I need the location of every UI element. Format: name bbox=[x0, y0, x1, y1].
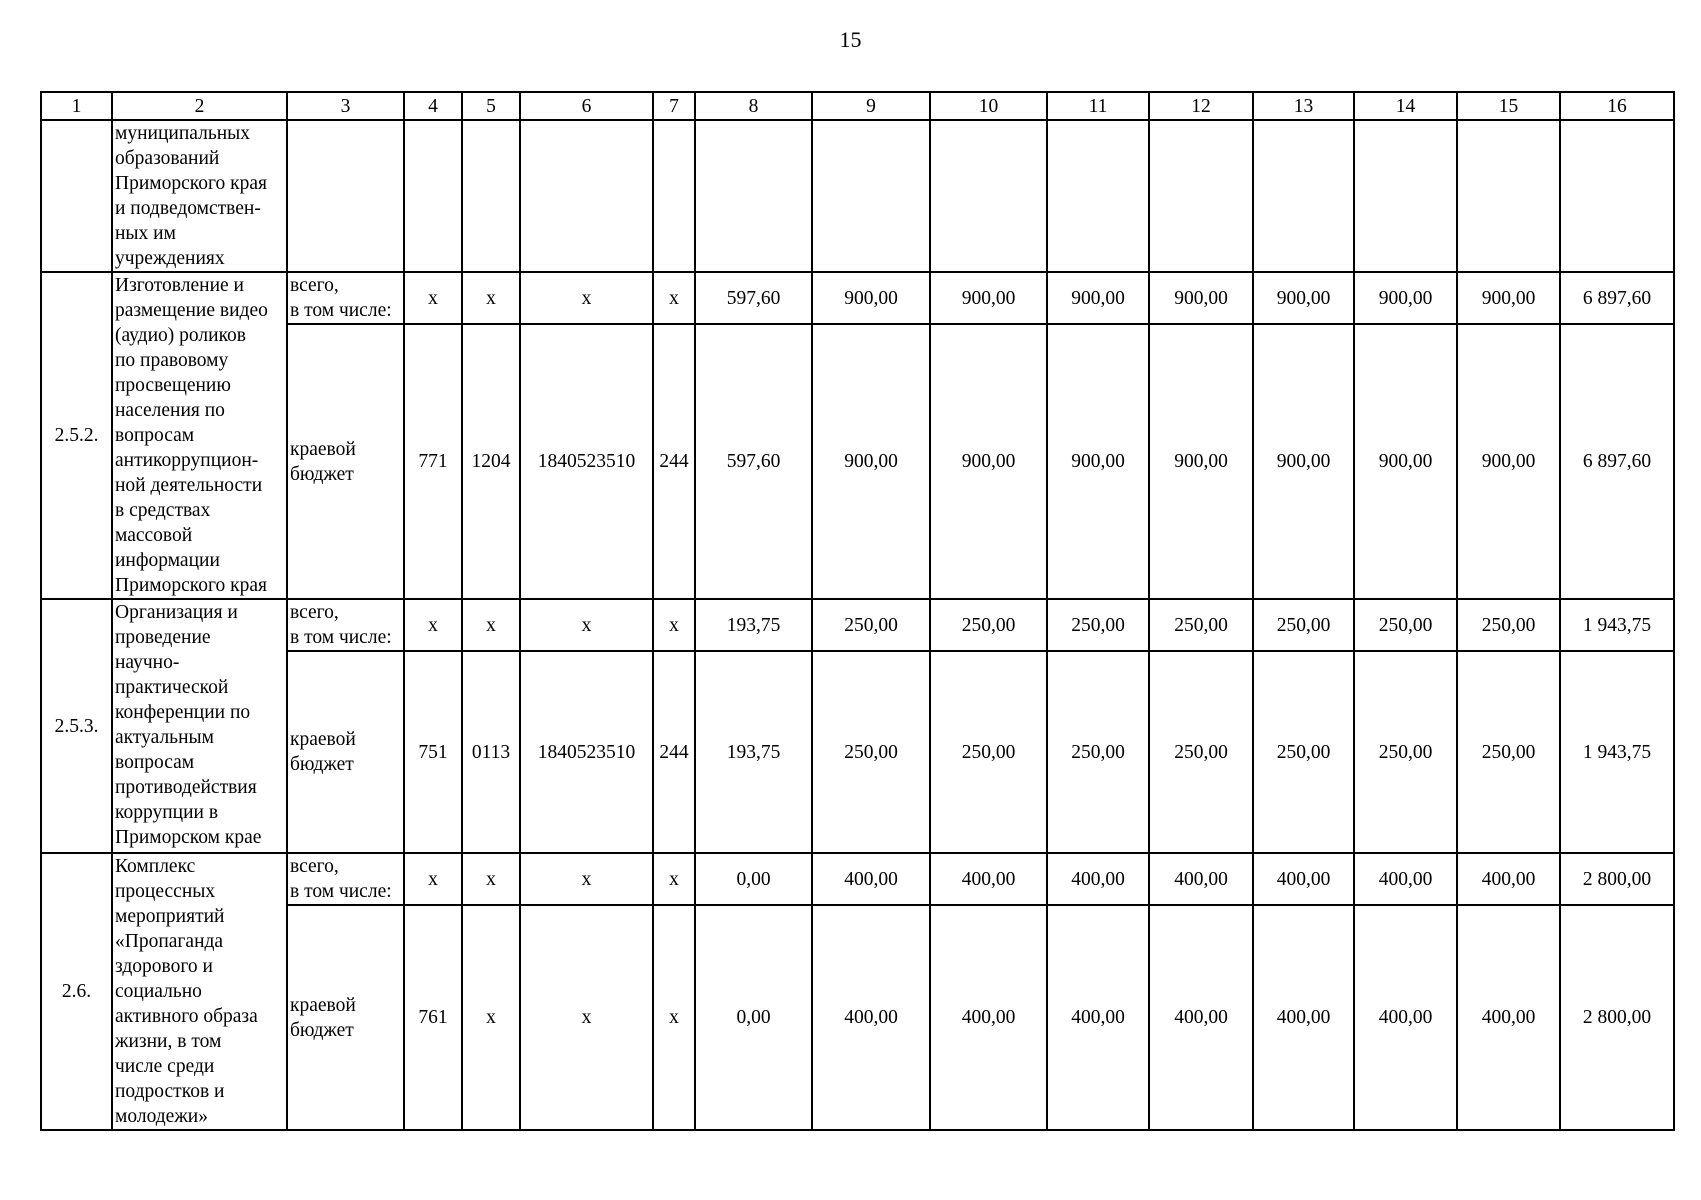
amount-cell: 400,00 bbox=[1149, 905, 1253, 1130]
section-code: х bbox=[462, 272, 520, 324]
amount-cell: 250,00 bbox=[930, 599, 1047, 651]
section-code: х bbox=[462, 905, 520, 1130]
ministry-code: 751 bbox=[404, 651, 462, 853]
name-line: (аудио) роликов bbox=[115, 325, 247, 346]
column-number: 3 bbox=[287, 92, 404, 120]
name-line: просвещению bbox=[115, 375, 231, 396]
expense-type-code: х bbox=[653, 599, 695, 651]
column-number: 1 bbox=[41, 92, 112, 120]
column-number: 10 bbox=[930, 92, 1047, 120]
total-amount-cell: 2 800,00 bbox=[1560, 905, 1674, 1130]
amount-cell: 900,00 bbox=[1457, 272, 1560, 324]
amount-cell: 193,75 bbox=[695, 651, 812, 853]
section-code: 1204 bbox=[462, 324, 520, 599]
source-line: всего, bbox=[290, 856, 339, 878]
name-line: населения по bbox=[115, 400, 225, 421]
name-line: учреждениях bbox=[115, 248, 225, 269]
row-code: 2.5.3. bbox=[41, 599, 112, 853]
name-line: информации bbox=[115, 550, 220, 571]
amount-cell: 900,00 bbox=[1253, 324, 1354, 599]
amount-cell: 900,00 bbox=[930, 272, 1047, 324]
target-article-code: х bbox=[520, 905, 653, 1130]
expense-type-code: х bbox=[653, 905, 695, 1130]
name-line: коррупции в bbox=[115, 802, 219, 823]
source-line: всего, bbox=[290, 275, 339, 296]
amount-cell: 400,00 bbox=[1253, 905, 1354, 1130]
target-article-code: 1840523510 bbox=[520, 324, 653, 599]
amount-cell: 250,00 bbox=[1457, 651, 1560, 853]
total-amount-cell: 1 943,75 bbox=[1560, 599, 1674, 651]
amount-cell: 900,00 bbox=[1047, 272, 1149, 324]
name-line: вопросам bbox=[115, 425, 195, 446]
amount-cell: 193,75 bbox=[695, 599, 812, 651]
funding-source bbox=[287, 272, 404, 324]
name-line: подростков и bbox=[115, 1081, 225, 1102]
column-number: 7 bbox=[653, 92, 695, 120]
name-line: здорового и bbox=[115, 956, 213, 977]
name-line: «Пропаганда bbox=[115, 931, 224, 952]
row-code: 2.5.2. bbox=[41, 272, 112, 599]
amount-cell: 900,00 bbox=[812, 272, 930, 324]
column-number: 16 bbox=[1560, 92, 1674, 120]
row-code: 2.6. bbox=[41, 853, 112, 1130]
amount-cell: 400,00 bbox=[930, 905, 1047, 1130]
activity-name bbox=[112, 272, 287, 599]
continuation-row bbox=[41, 120, 1674, 272]
amount-cell: 250,00 bbox=[1354, 599, 1457, 651]
column-number: 13 bbox=[1253, 92, 1354, 120]
source-line: в том числе: bbox=[290, 627, 392, 648]
column-number: 9 bbox=[812, 92, 930, 120]
total-amount-cell: 6 897,60 bbox=[1560, 272, 1674, 324]
name-line: противодействия bbox=[115, 777, 257, 798]
name-line: процессных bbox=[115, 881, 216, 902]
name-line: и подведомствен- bbox=[115, 198, 261, 219]
amount-cell: 250,00 bbox=[1047, 651, 1149, 853]
name-line: муниципальных bbox=[115, 123, 251, 144]
section-code: 0113 bbox=[462, 651, 520, 853]
column-number: 12 bbox=[1149, 92, 1253, 120]
funding-source bbox=[287, 905, 404, 1130]
amount-cell: 400,00 bbox=[1457, 905, 1560, 1130]
expense-type-code: 244 bbox=[653, 651, 695, 853]
total-amount-cell: 1 943,75 bbox=[1560, 651, 1674, 853]
funding-source bbox=[287, 853, 404, 905]
name-line: Приморского края bbox=[115, 173, 267, 194]
section-code: х bbox=[462, 599, 520, 651]
amount-cell: 400,00 bbox=[1253, 853, 1354, 905]
funding-source bbox=[287, 599, 404, 651]
source-line: в том числе: bbox=[290, 881, 392, 903]
name-line: Приморского края bbox=[115, 575, 267, 596]
activity-name bbox=[112, 853, 287, 1130]
row-total-2-6 bbox=[41, 853, 1674, 905]
name-line: размещение видео bbox=[115, 300, 268, 321]
amount-cell: 400,00 bbox=[1047, 853, 1149, 905]
amount-cell: 900,00 bbox=[1253, 272, 1354, 324]
name-line: молодежи» bbox=[115, 1106, 208, 1127]
source-line: краевой bbox=[290, 438, 356, 460]
amount-cell: 250,00 bbox=[1253, 599, 1354, 651]
amount-cell: 597,60 bbox=[695, 272, 812, 324]
funding-source bbox=[287, 324, 404, 599]
amount-cell: 400,00 bbox=[812, 905, 930, 1130]
amount-cell: 400,00 bbox=[1047, 905, 1149, 1130]
amount-cell: 0,00 bbox=[695, 905, 812, 1130]
ministry-code: 761 bbox=[404, 905, 462, 1130]
name-line: актуальным bbox=[115, 727, 214, 748]
section-code: х bbox=[462, 853, 520, 905]
name-line: конференции по bbox=[115, 702, 251, 723]
amount-cell: 597,60 bbox=[695, 324, 812, 599]
name-line: научно- bbox=[115, 652, 180, 673]
column-number: 5 bbox=[462, 92, 520, 120]
target-article-code: 1840523510 bbox=[520, 651, 653, 853]
amount-cell: 400,00 bbox=[1149, 853, 1253, 905]
amount-cell: 250,00 bbox=[812, 599, 930, 651]
name-line: образований bbox=[115, 148, 220, 169]
name-line: Приморском крае bbox=[115, 827, 262, 848]
row-total-2-5-2 bbox=[41, 272, 1674, 324]
source-line: краевой bbox=[290, 994, 356, 1016]
name-line: мероприятий bbox=[115, 906, 225, 927]
name-line: проведение bbox=[115, 627, 211, 648]
amount-cell: 900,00 bbox=[1457, 324, 1560, 599]
amount-cell: 400,00 bbox=[1354, 905, 1457, 1130]
name-line: Изготовление и bbox=[115, 275, 244, 296]
amount-cell: 250,00 bbox=[1149, 651, 1253, 853]
amount-cell: 900,00 bbox=[1149, 272, 1253, 324]
ministry-code: х bbox=[404, 853, 462, 905]
name-line: массовой bbox=[115, 525, 193, 546]
source-line: бюджет bbox=[290, 1019, 354, 1041]
name-line: числе среди bbox=[115, 1056, 215, 1077]
name-line: ной деятельности bbox=[115, 475, 263, 496]
source-line: всего, bbox=[290, 602, 339, 623]
activity-name bbox=[112, 120, 287, 272]
column-number: 14 bbox=[1354, 92, 1457, 120]
expense-type-code: х bbox=[653, 853, 695, 905]
column-number: 2 bbox=[112, 92, 287, 120]
column-number: 4 bbox=[404, 92, 462, 120]
ministry-code: х bbox=[404, 272, 462, 324]
name-line: жизни, в том bbox=[115, 1031, 222, 1052]
amount-cell: 400,00 bbox=[812, 853, 930, 905]
amount-cell: 900,00 bbox=[1354, 324, 1457, 599]
target-article-code: х bbox=[520, 599, 653, 651]
source-line: бюджет bbox=[290, 754, 354, 775]
name-line: социально bbox=[115, 981, 202, 1002]
name-line: вопросам bbox=[115, 752, 195, 773]
ministry-code: х bbox=[404, 599, 462, 651]
source-line: в том числе: bbox=[290, 300, 392, 321]
name-line: антикоррупцион- bbox=[115, 450, 259, 471]
row-total-2-5-3 bbox=[41, 599, 1674, 651]
amount-cell: 900,00 bbox=[1149, 324, 1253, 599]
amount-cell: 400,00 bbox=[1354, 853, 1457, 905]
amount-cell: 400,00 bbox=[1457, 853, 1560, 905]
source-line: краевой bbox=[290, 729, 356, 750]
amount-cell: 900,00 bbox=[1047, 324, 1149, 599]
amount-cell: 900,00 bbox=[1354, 272, 1457, 324]
amount-cell: 400,00 bbox=[930, 853, 1047, 905]
amount-cell: 250,00 bbox=[812, 651, 930, 853]
amount-cell: 250,00 bbox=[1354, 651, 1457, 853]
name-line: в средствах bbox=[115, 500, 211, 521]
expense-type-code: х bbox=[653, 272, 695, 324]
amount-cell: 250,00 bbox=[930, 651, 1047, 853]
amount-cell: 250,00 bbox=[1457, 599, 1560, 651]
column-number: 8 bbox=[695, 92, 812, 120]
column-number: 15 bbox=[1457, 92, 1560, 120]
column-number: 6 bbox=[520, 92, 653, 120]
page-number: 15 bbox=[839, 27, 862, 52]
column-number: 11 bbox=[1047, 92, 1149, 120]
source-line: бюджет bbox=[290, 463, 354, 485]
target-article-code: х bbox=[520, 853, 653, 905]
total-amount-cell: 2 800,00 bbox=[1560, 853, 1674, 905]
amount-cell: 250,00 bbox=[1047, 599, 1149, 651]
amount-cell: 250,00 bbox=[1149, 599, 1253, 651]
amount-cell: 250,00 bbox=[1253, 651, 1354, 853]
activity-name bbox=[112, 599, 287, 853]
name-line: активного образа bbox=[115, 1006, 258, 1027]
name-line: практической bbox=[115, 677, 229, 698]
funding-source bbox=[287, 651, 404, 853]
name-line: по правовому bbox=[115, 350, 229, 371]
amount-cell: 900,00 bbox=[930, 324, 1047, 599]
target-article-code: х bbox=[520, 272, 653, 324]
expense-type-code: 244 bbox=[653, 324, 695, 599]
name-line: ных им bbox=[115, 223, 176, 244]
code-cell bbox=[41, 120, 112, 272]
total-amount-cell: 6 897,60 bbox=[1560, 324, 1674, 599]
amount-cell: 900,00 bbox=[812, 324, 930, 599]
amount-cell: 0,00 bbox=[695, 853, 812, 905]
budget-table bbox=[40, 91, 1675, 1131]
column-number-row bbox=[41, 92, 1674, 120]
ministry-code: 771 bbox=[404, 324, 462, 599]
name-line: Организация и bbox=[115, 602, 238, 623]
name-line: Комплекс bbox=[115, 856, 196, 877]
